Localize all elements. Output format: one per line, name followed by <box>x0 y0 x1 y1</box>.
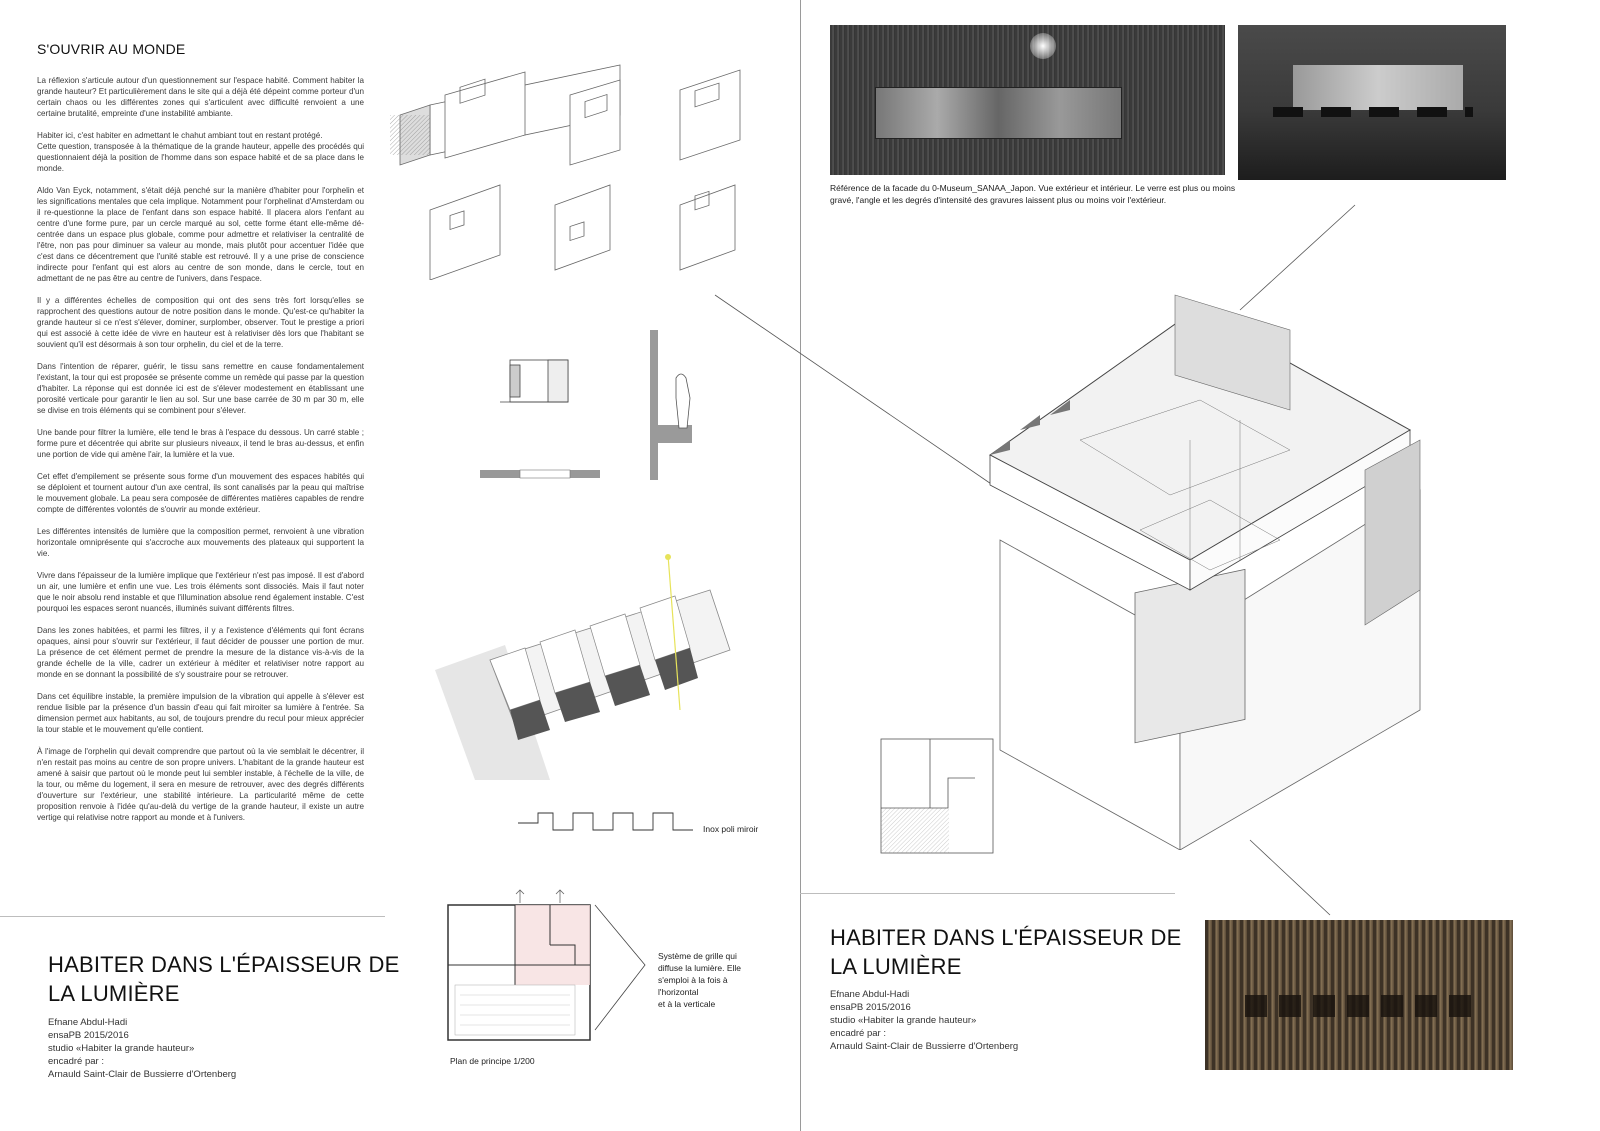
essay-paragraph: Cet effet d'empilement se présente sous forme d'un mouvement des espaces habités qui se déploient et tournent autour d'un axe central, ils sont canalisés par la peau qui maîtrise le mouvement globale. La peau sera composée de différentes matières capables de rendre compte de différentes volontés de s'ouvrir au monde extérieur. <box>37 472 364 514</box>
essay-paragraph: À l'image de l'orphelin qui devait comprendre que partout où la vie semblait le décentrer, il n'en restait pas moins au centre de son propre univers. L'habitant de la grande hauteur est amené à saisir que partout où le monde peut lui sembler instable, à l'échelle de la ville, de la tour, ou même du logement, il sera en mesure de retrouver, avec des degrés différents d'ouverture sur l'extérieur, une stabilité intérieure. La particularité même de cette proposition renvoie à l'idée qu'au-delà du vertige de la grande hauteur, il existe un autre vertige qui relativise notre rapport au monde et à l'univers. <box>37 747 364 822</box>
project-title-line: HABITER DANS L'ÉPAISSEUR DE <box>48 952 400 977</box>
project-title-line: LA LUMIÈRE <box>830 954 962 979</box>
right-divider <box>800 893 1175 894</box>
project-title-line: LA LUMIÈRE <box>48 981 180 1006</box>
caption-line: et à la verticale <box>658 999 716 1009</box>
caption-line: Référence de la facade du 0-Museum_SANAA_Japon. Vue extérieur et intérieur. Le verre est plus ou moins <box>830 183 1236 193</box>
chairs <box>1245 995 1475 1017</box>
credit-line: encadré par : <box>48 1056 104 1067</box>
caption-line: s'emploi à la fois à <box>658 975 728 985</box>
tower-isometric <box>960 290 1435 850</box>
essay-title: S'OUVRIR AU MONDE <box>37 41 186 57</box>
project-title-right <box>830 923 1182 981</box>
inox-label: Inox poli miroir <box>703 824 759 834</box>
sepia-interior-photo <box>1205 920 1513 1070</box>
credit-line: studio «Habiter la grande hauteur» <box>830 1015 977 1026</box>
caption-line: diffuse la lumière. Elle <box>658 963 741 973</box>
plan-thumbnail <box>880 738 996 856</box>
essay-paragraph: Habiter ici, c'est habiter en admettant le chahut ambiant tout en restant protégé. Cette question, transposée à la thématique de la grande hauteur, appelle des procédés qui questionnaient déjà la position de l'homme dans son espace habité et de sa place dans le monde. <box>37 131 364 173</box>
essay-paragraph: Aldo Van Eyck, notamment, s'était déjà penché sur la manière d'habiter pour l'orphelin et les significations mentales que cela implique. Notamment pour l'orphelinat d'Amsterdam ou il re-questionne la place de l'enfant dans son espace habité. Il placera alors l'enfant au centre d'une forme pure, par un cercle marqué au sol, cette forme étant elle-même dé-centrée dans un espace plus globale, comme pour admettre et relativiser la centralité de l'être, non pas pour diminuer sa valeur au monde, mais plutôt pour accentuer l'idée que c'est dans ce décentrement que l'unité stable est retrouvé. Il y a une prise de conscience indirecte pour l'enfant qui est alors au centre de son monde, dans le cercle, tout en admettant de ne pas être au centre de l'univers, dans l'espace. <box>37 186 364 283</box>
caption-line: Système de grille qui <box>658 951 737 961</box>
credit-line: encadré par : <box>830 1028 886 1039</box>
project-title-line: HABITER DANS L'ÉPAISSEUR DE <box>830 925 1182 950</box>
credits-right <box>830 988 1018 1053</box>
essay-paragraph: Vivre dans l'épaisseur de la lumière implique que l'extérieur n'est pas imposé. Il est d'abord un air, une lumière et enfin une vue. Les trois éléments sont dissociés. Mais il faut noter que le noir absolu rend instable et que l'illumination absolue rend également instable. C'est pourquoi les espaces seront nuancés, illuminés suivant différents filtres. <box>37 571 364 613</box>
caption-line: l'horizontal <box>658 987 699 997</box>
essay-paragraph: Dans l'intention de réparer, guérir, le tissu sans remettre en cause fondamentalement l'existant, la tour qui est proposée se présente comme un remède qui passe par la question d'habiter. La réponse qui est donnée ici est de s'élever modestement en établissant une porosité verticale pour garantir le lien au sol. Sur une base carrée de 30 m par 30 m, elle se divise en trois éléments qui se combinent pour s'élever. <box>37 362 364 415</box>
credit-line: Efnane Abdul-Hadi <box>48 1017 128 1028</box>
plan-caption: Plan de principe 1/200 <box>450 1056 535 1066</box>
essay-paragraph: Les différentes intensités de lumière que la composition permet, renvoient à une vibration horizontale omniprésente qui s'accroche aux mouvements des plateaux qui supportent la vie. <box>37 527 364 558</box>
essay-paragraph: La réflexion s'articule autour d'un questionnement sur l'espace habité. Comment habiter la grande hauteur? Et particulièrement dans le site qui a déjà été dépeint comme porteur d'un certain chaos ou les différentes zones qui s'articulent avec difficulté renvoient a une certaine brutalité, empreinte d'une instabilité ambiante. <box>37 76 364 118</box>
credit-line: ensaPB 2015/2016 <box>830 1002 911 1013</box>
essay-paragraph: Dans cet équilibre instable, la première impulsion de la vibration qui appelle à s'élever est rendue lisible par la présence d'un bassin d'eau qui fait miroiter sa lumière à l'entrée. Sa dimension permet aux habitants, au sol, de toujours prendre du recul pour mieux apprécier la tour stable et le mouvement qu'elle contient. <box>37 692 364 734</box>
credit-line: studio «Habiter la grande hauteur» <box>48 1043 195 1054</box>
credit-line: ensaPB 2015/2016 <box>48 1030 129 1041</box>
credit-line: Arnauld Saint-Clair de Bussierre d'Ortenberg <box>830 1041 1019 1052</box>
essay-paragraph: Une bande pour filtrer la lumière, elle tend le bras à l'espace du dessous. Un carré stable ; forme pure et décentrée qui abrite sur plusieurs niveaux, il tend le bras au-dessus, et enfin une portion de vide qui amène l'air, la lumière et la vue. <box>37 428 364 459</box>
essay-paragraph: Il y a différentes échelles de composition qui ont des sens très fort lorsqu'elles se rapprochent des questions autour de notre position dans le monde. Qu'est-ce qu'habiter la grande hauteur si ce n'est s'élever, dominer, surplomber, observer. Tout le prestige a priori qui est associé à cette idée de vivre en hauteur est à relativiser dès lors que l'habitant se souvient qu'il est désormais à son tour orphelin, du ciel et de la terre. <box>37 296 364 349</box>
essay-paragraph: Dans les zones habitées, et parmi les filtres, il y a l'existence d'éléments qui font écrans opaques, ainsi pour s'ouvrir sur l'extérieur, il faut décider de pousser une portion de mur. La présence de cet élément permet de prendre la mesure de la distance vis-à-vis de la grande échelle de la ville, cadrer un extérieur à méditer et relativiser notre rapport au monde en se donnant la possibilité de s'y soustraire pour se retrouver. <box>37 626 364 679</box>
caption-line: gravé, l'angle et les degrés d'intensité des gravures laissent plus ou moins voir l'extérieur. <box>830 195 1167 205</box>
credit-line: Arnauld Saint-Clair de Bussierre d'Ortenberg <box>48 1069 237 1080</box>
credit-line: Efnane Abdul-Hadi <box>830 989 910 1000</box>
